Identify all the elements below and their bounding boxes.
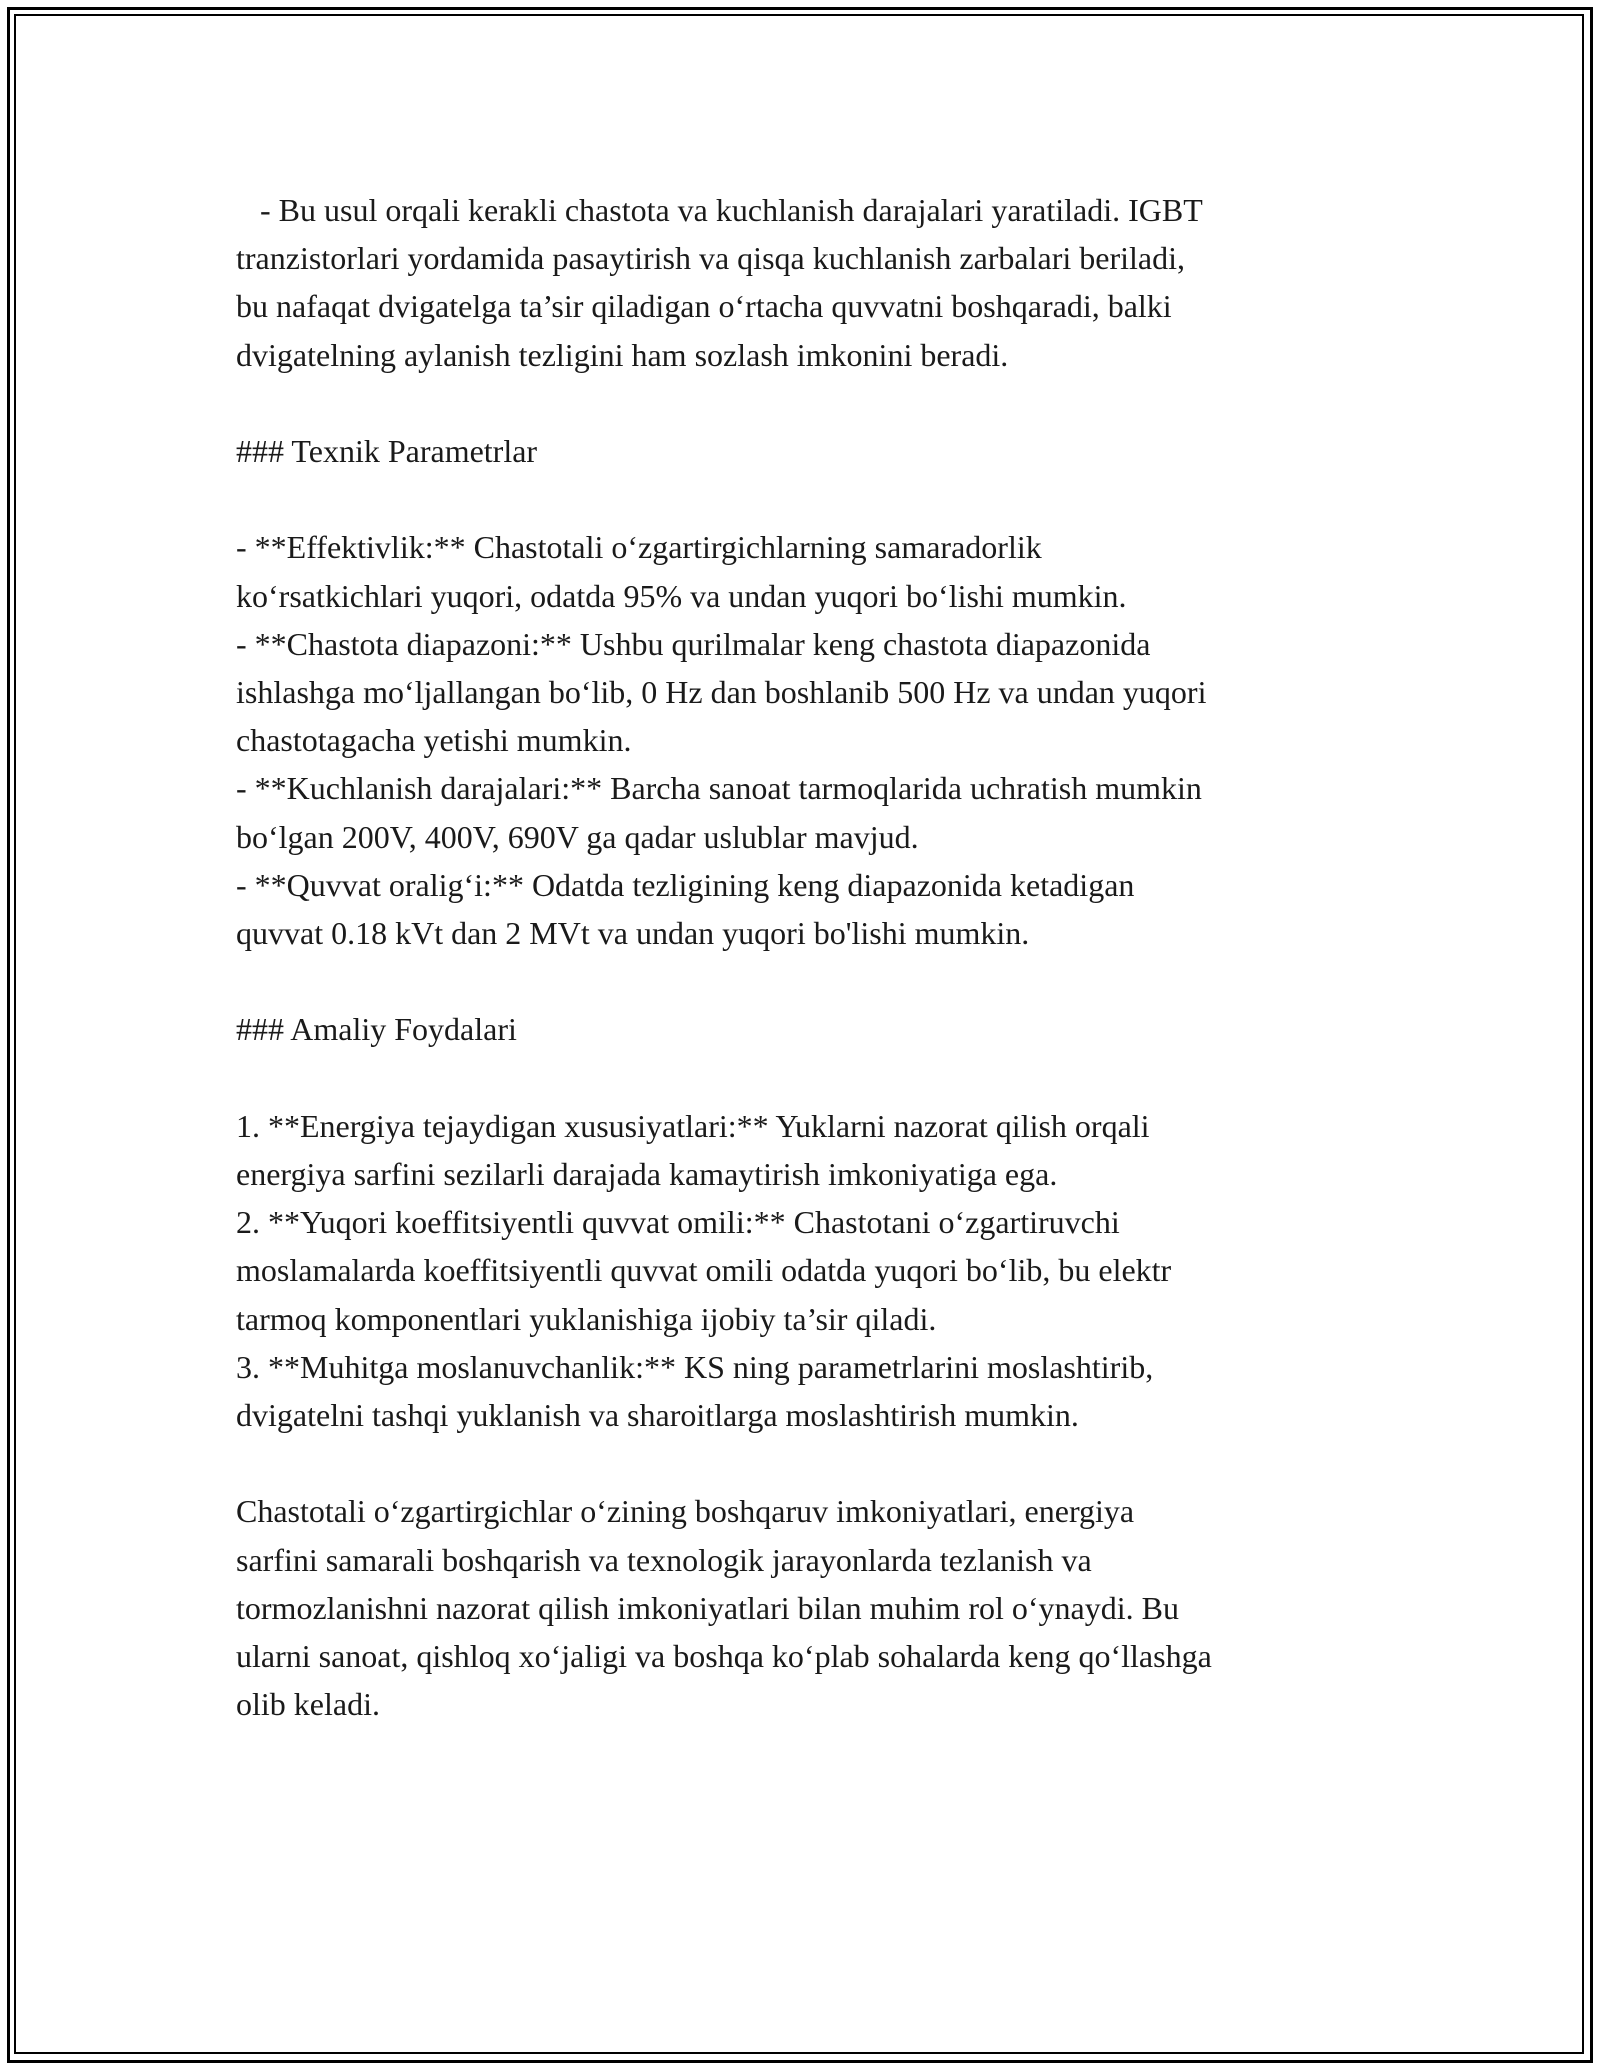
text-line: bo‘lgan 200V, 400V, 690V ga qadar uslublar mavjud. <box>236 818 919 855</box>
conclusion-paragraph <box>236 1487 1376 1728</box>
text-line: bu nafaqat dvigatelga ta’sir qiladigan o‘rtacha quvvatni boshqaradi, balki <box>236 288 1172 325</box>
text-line: dvigatelning aylanish tezligini ham sozlash imkonini beradi. <box>236 336 1009 373</box>
text-line: quvvat 0.18 kVt dan 2 MVt va undan yuqori bo'lishi mumkin. <box>236 915 1030 952</box>
spacer <box>236 475 1376 523</box>
intro-paragraph <box>236 186 1376 379</box>
text-line: Chastotali o‘zgartirgichlar o‘zining boshqaruv imkoniyatlari, energiya <box>236 1493 1135 1530</box>
text-line: 2. **Yuqori koeffitsiyentli quvvat omili:** Chastotani o‘zgartiruvchi <box>236 1204 1120 1241</box>
text-line: ko‘rsatkichlari yuqori, odatda 95% va undan yuqori bo‘lishi mumkin. <box>236 577 1127 614</box>
document-body <box>236 186 1376 1728</box>
text-line: ularni sanoat, qishloq xo‘jaligi va boshqa ko‘plab sohalarda keng qo‘llashga <box>236 1638 1212 1675</box>
text-line: tarmoq komponentlari yuklanishiga ijobiy ta’sir qiladi. <box>236 1300 937 1337</box>
technical-list <box>236 523 1376 957</box>
section-heading-benefits: ### Amaliy Foydalari <box>236 1011 517 1048</box>
text-line: tormozlanishni nazorat qilish imkoniyatlari bilan muhim rol o‘ynaydi. Bu <box>236 1589 1179 1626</box>
text-line: dvigatelni tashqi yuklanish va sharoitlarga moslashtirish mumkin. <box>236 1397 1079 1434</box>
spacer <box>236 1439 1376 1487</box>
benefits-list <box>236 1102 1376 1439</box>
text-line: sarfini samarali boshqarish va texnologik jarayonlarda tezlanish va <box>236 1541 1092 1578</box>
text-line: energiya sarfini sezilarli darajada kamaytirish imkoniyatiga ega. <box>236 1156 1058 1192</box>
text-line: olib keladi. <box>236 1686 380 1723</box>
text-line: - **Chastota diapazoni:** Ushbu qurilmalar keng chastota diapazonida <box>236 625 1151 662</box>
spacer <box>236 957 1376 1005</box>
section-heading-technical: ### Texnik Parametrlar <box>236 433 538 469</box>
text-line: tranzistorlari yordamida pasaytirish va qisqa kuchlanish zarbalari beriladi, <box>236 240 1185 277</box>
spacer <box>236 1054 1376 1102</box>
text-line: ishlashga mo‘ljallangan bo‘lib, 0 Hz dan boshlanib 500 Hz va undan yuqori <box>236 674 1207 710</box>
text-line: 1. **Energiya tejaydigan xususiyatlari:** Yuklarni nazorat qilish orqali <box>236 1107 1150 1144</box>
text-line: - **Quvvat oralig‘i:** Odatda tezligining keng diapazonida ketadigan <box>236 866 1135 903</box>
text-line: - Bu usul orqali kerakli chastota va kuchlanish darajalari yaratiladi. IGBT <box>236 192 1203 228</box>
text-line: chastotagacha yetishi mumkin. <box>236 722 632 759</box>
text-line: moslamalarda koeffitsiyentli quvvat omili odatda yuqori bo‘lib, bu elektr <box>236 1252 1172 1289</box>
text-line: - **Kuchlanish darajalari:** Barcha sanoat tarmoqlarida uchratish mumkin <box>236 770 1202 807</box>
text-line: 3. **Muhitga moslanuvchanlik:** KS ning parametrlarini moslashtirib, <box>236 1348 1154 1385</box>
spacer <box>236 379 1376 427</box>
text-line: - **Effektivlik:** Chastotali o‘zgartirgichlarning samaradorlik <box>236 529 1042 566</box>
